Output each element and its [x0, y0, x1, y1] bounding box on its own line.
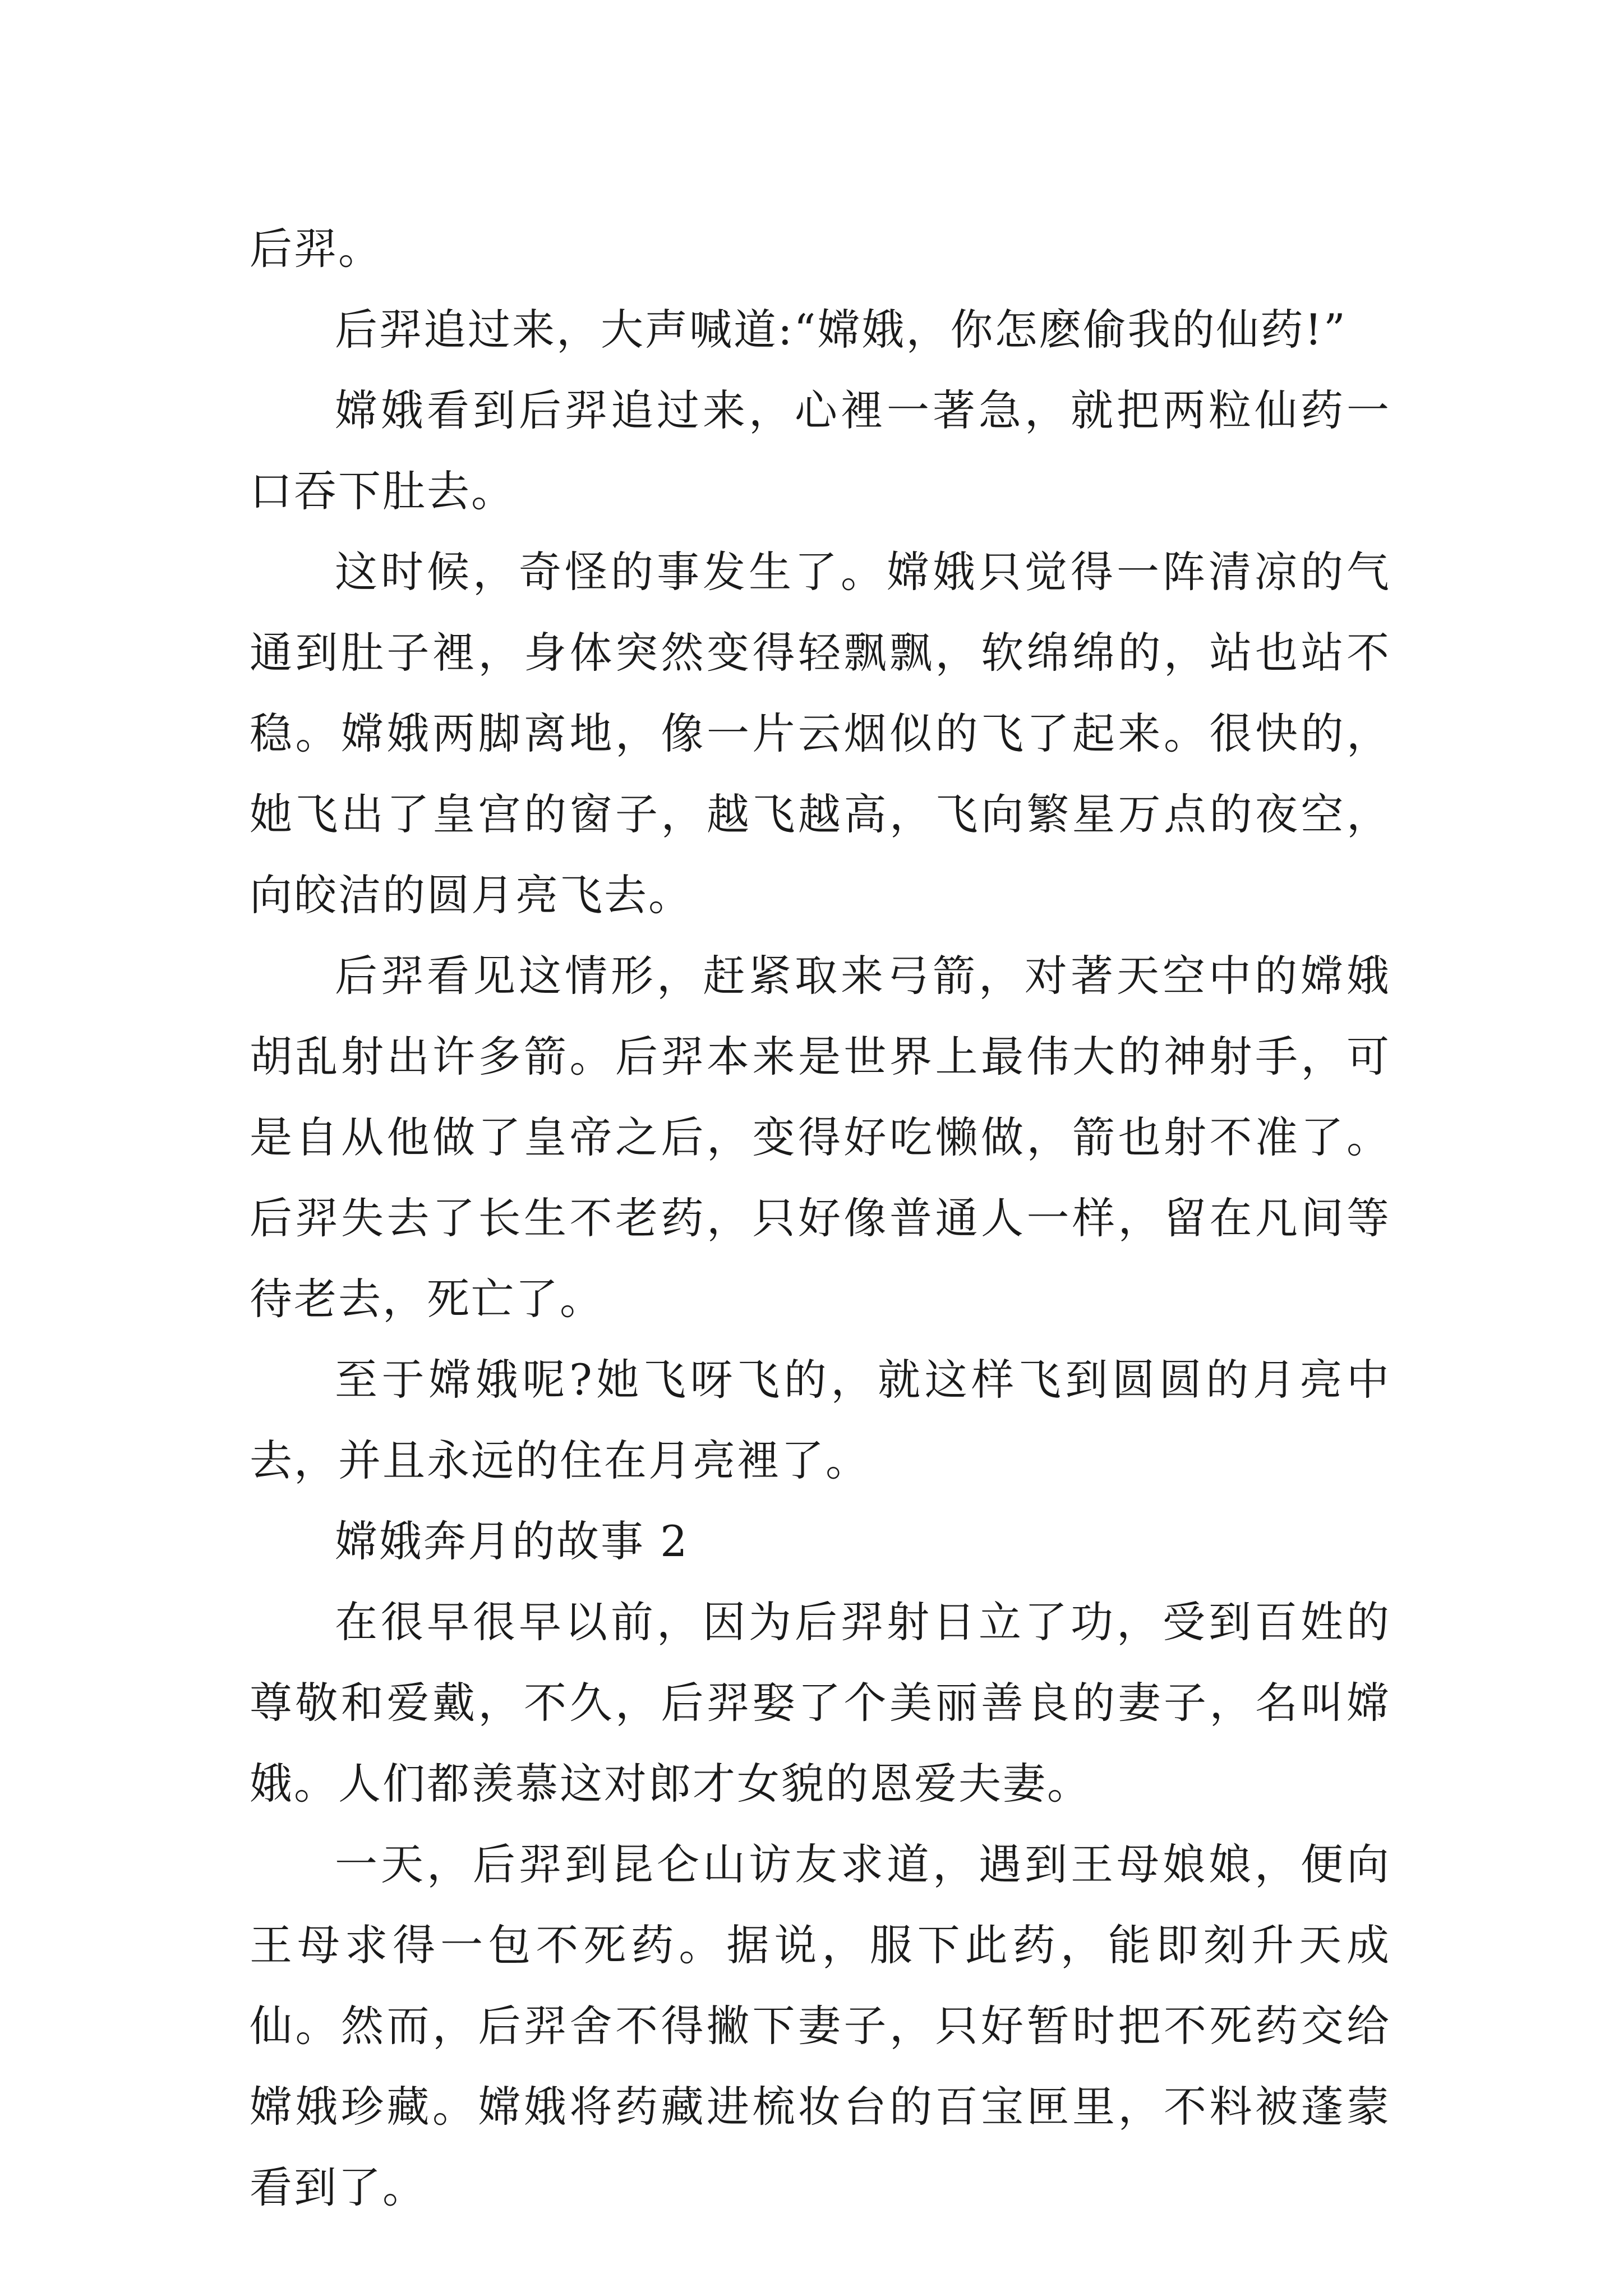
paragraph: 在很早很早以前，因为后羿射日立了功，受到百姓的尊敬和爱戴，不久，后羿娶了个美丽善良的妻子，名叫嫦娥。人们都羡慕这对郎才女貌的恩爱夫妻。: [250, 1597, 1391, 1809]
paragraph: 后羿看见这情形，赶紧取来弓箭，对著天空中的嫦娥胡乱射出许多箭。后羿本来是世界上最伟大的神射手，可是自从他做了皇帝之后，变得好吃懒做，箭也射不准了。后羿失去了长生不老药，只好像普通人一样，留在凡间等待老去，死亡了。: [250, 951, 1391, 1324]
paragraph: 一天，后羿到昆仑山访友求道，遇到王母娘娘，便向王母求得一包不死药。据说，服下此药，能即刻升天成仙。然而，后羿舍不得撇下妻子，只好暂时把不死药交给嫦娥珍藏。嫦娥将药藏进梳妆台的百宝匣里，不料被蓬蒙看到了。: [250, 1839, 1391, 2212]
paragraph: 嫦娥看到后羿追过来，心裡一著急，就把两粒仙药一口吞下肚去。: [250, 385, 1391, 516]
section-heading: 嫦娥奔月的故事 2: [335, 1516, 689, 1566]
paragraph: 后羿追过来，大声喊道:“嫦娥，你怎麽偷我的仙药!”: [335, 305, 1347, 355]
document-body: [250, 209, 1391, 2228]
paragraph: 这时候，奇怪的事发生了。嫦娥只觉得一阵清凉的气通到肚子裡，身体突然变得轻飘飘，软绵绵的，站也站不稳。嫦娥两脚离地，像一片云烟似的飞了起来。很快的，她飞出了皇宫的窗子，越飞越高，飞向繁星万点的夜空，向皎洁的圆月亮飞去。: [250, 547, 1391, 920]
paragraph: 后羿。: [250, 224, 382, 274]
paragraph: 至于嫦娥呢?她飞呀飞的，就这样飞到圆圆的月亮中去，并且永远的住在月亮裡了。: [250, 1355, 1391, 1485]
